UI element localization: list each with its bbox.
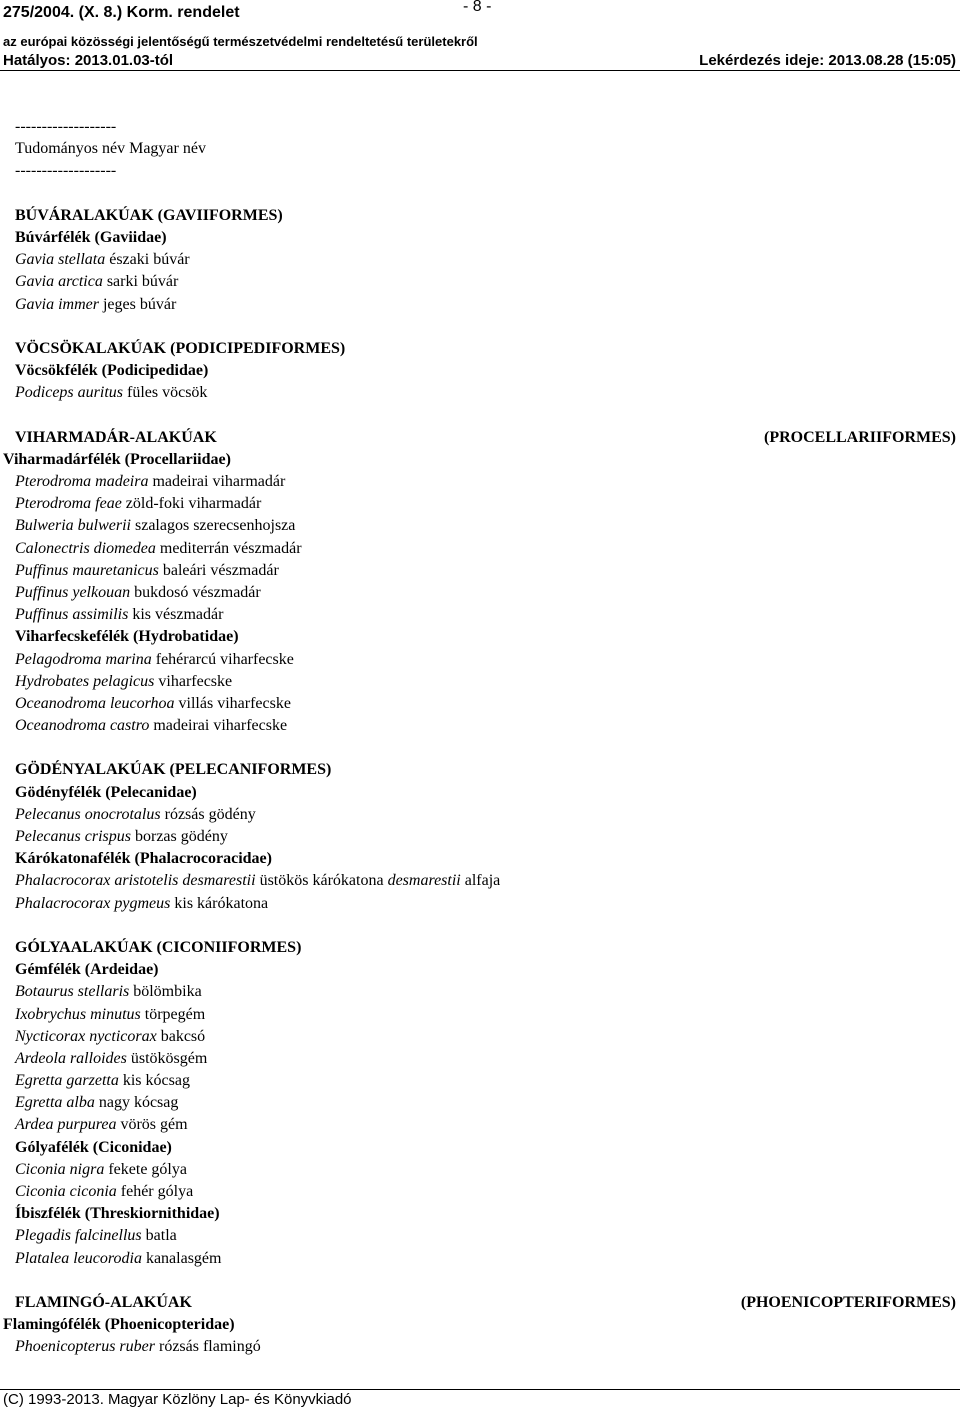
hungarian-name: kis kárókatona	[174, 894, 269, 912]
species-row	[0, 382, 960, 404]
family-heading: Gémfélék (Ardeidae)	[15, 961, 159, 979]
hungarian-name: bakcsó	[160, 1027, 206, 1045]
hungarian-name: szalagos szerecsenhojsza	[135, 517, 296, 535]
hungarian-name: fehér gólya	[120, 1183, 194, 1200]
species-row	[0, 1336, 960, 1358]
order-heading-right: (PHOENICOPTERIFORMES)	[740, 1293, 956, 1311]
hungarian-name: kis vészmadár	[132, 606, 224, 624]
page-number: - 8 -	[463, 0, 492, 15]
scientific-name: Ixobrychus minutus	[15, 1005, 141, 1023]
species-row	[0, 893, 960, 915]
species-list	[0, 116, 960, 1359]
scientific-name: Phoenicopterus ruber	[15, 1338, 155, 1356]
subspecies-name: desmarestii	[387, 872, 461, 890]
hungarian-name: sarki búvár	[106, 273, 179, 291]
order-heading-left: FLAMINGÓ-ALAKÚAK	[15, 1293, 192, 1311]
scientific-name: Pelagodroma marina	[15, 650, 152, 668]
scientific-name: Puffinus mauretanicus	[15, 561, 159, 579]
family-heading: Gólyafélék (Ciconidae)	[15, 1138, 172, 1156]
species-row	[0, 560, 960, 582]
species-row	[0, 515, 960, 537]
hungarian-name: vörös gém	[120, 1116, 188, 1134]
family-heading: Viharfecskefélék (Hydrobatidae)	[15, 628, 239, 646]
order-heading: BÚVÁRALAKÚAK (GAVIIFORMES)	[15, 206, 283, 224]
hungarian-name: nagy kócsag	[98, 1094, 179, 1112]
species-row	[0, 1248, 960, 1270]
species-row	[0, 671, 960, 693]
dashes-bottom: -------------------	[15, 162, 117, 180]
hungarian-name: villás viharfecske	[178, 694, 291, 712]
hungarian-name: madeirai viharmadár	[152, 473, 286, 490]
family-heading: Viharmadárfélék (Procellariidae)	[3, 450, 231, 468]
species-row	[0, 1070, 960, 1092]
family-heading: Íbiszfélék (Threskiornithidae)	[15, 1205, 220, 1223]
hungarian-name: kanalasgém	[145, 1249, 222, 1267]
scientific-name: Pelecanus onocrotalus	[15, 805, 161, 823]
scientific-name: Ciconia ciconia	[15, 1183, 117, 1200]
species-row	[0, 538, 960, 560]
family-heading: Kárókatonafélék (Phalacrocoracidae)	[15, 850, 272, 868]
scientific-name: Gavia stellata	[15, 251, 106, 269]
document-title: 275/2004. (X. 8.) Korm. rendelet	[3, 4, 240, 21]
footer-copyright: (C) 1993-2013. Magyar Közlöny Lap- és Könyvkiadó	[3, 1391, 352, 1408]
scientific-name: Bulweria bulwerii	[15, 517, 131, 535]
species-row	[0, 1114, 960, 1136]
hungarian-name: batla	[145, 1227, 177, 1245]
scientific-name: Pelecanus crispus	[15, 828, 131, 845]
scientific-name: Puffinus assimilis	[15, 606, 129, 624]
page-header	[0, 0, 960, 70]
document-subtitle: az európai közösségi jelentőségű természetvédelmi rendeltetésű területekről	[3, 34, 478, 49]
species-row	[0, 493, 960, 515]
species-row	[0, 693, 960, 715]
species-row	[0, 981, 960, 1003]
hungarian-name: fehérarcú viharfecske	[155, 650, 294, 668]
species-row	[0, 1026, 960, 1048]
scientific-name: Podiceps auritus	[15, 384, 123, 402]
species-row	[0, 804, 960, 826]
hungarian-name: jeges búvár	[102, 295, 177, 313]
scientific-name: Platalea leucorodia	[15, 1249, 142, 1267]
hungarian-name: fekete gólya	[108, 1160, 187, 1178]
species-row	[0, 1092, 960, 1114]
hungarian-name: kis kócsag	[122, 1072, 190, 1090]
scientific-name: Plegadis falcinellus	[15, 1227, 142, 1245]
subspecies-label: alfaja	[464, 872, 501, 890]
species-row	[0, 1181, 960, 1203]
species-row	[0, 294, 960, 316]
species-row	[0, 649, 960, 671]
species-row	[0, 1225, 960, 1247]
species-row	[0, 1004, 960, 1026]
hungarian-name: rózsás flamingó	[158, 1338, 261, 1356]
hungarian-name: füles vöcsök	[127, 384, 208, 402]
family-heading: Gödényfélék (Pelecanidae)	[15, 783, 197, 801]
scientific-name: Pterodroma madeira	[15, 473, 149, 490]
species-row	[0, 1048, 960, 1070]
scientific-name: Pterodroma feae	[15, 495, 122, 513]
family-heading: Búvárfélék (Gaviidae)	[15, 228, 167, 246]
scientific-name: Oceanodroma leucorhoa	[15, 694, 175, 712]
scientific-name: Ciconia nigra	[15, 1160, 105, 1178]
order-heading	[0, 427, 960, 449]
scientific-name: Hydrobates pelagicus	[15, 672, 155, 690]
query-time: Lekérdezés ideje: 2013.08.28 (15:05)	[699, 52, 956, 69]
family-heading: Vöcsökfélék (Podicipedidae)	[15, 362, 209, 380]
species-row	[0, 715, 960, 737]
hungarian-name: borzas gödény	[134, 828, 228, 845]
scientific-name: Gavia immer	[15, 295, 99, 313]
scientific-name: Phalacrocorax pygmeus	[15, 894, 171, 912]
order-heading-right: (PROCELLARIIFORMES)	[763, 428, 956, 446]
order-heading: GÓLYAALAKÚAK (CICONIIFORMES)	[15, 938, 302, 956]
hungarian-name: bölömbika	[133, 983, 202, 1001]
scientific-name: Oceanodroma castro	[15, 717, 150, 735]
column-heading: Tudományos név Magyar név	[15, 140, 206, 158]
scientific-name: Gavia arctica	[15, 273, 103, 291]
hungarian-name: üstökös kárókatona	[259, 872, 384, 890]
species-row	[0, 582, 960, 604]
hungarian-name: viharfecske	[158, 672, 233, 690]
species-row	[0, 271, 960, 293]
scientific-name: Botaurus stellaris	[15, 983, 130, 1001]
scientific-name: Phalacrocorax aristotelis desmarestii	[15, 872, 256, 890]
hungarian-name: törpegém	[144, 1005, 206, 1023]
order-heading: VÖCSÖKALAKÚAK (PODICIPEDIFORMES)	[15, 339, 346, 357]
order-heading-left: VIHARMADÁR-ALAKÚAK	[15, 428, 217, 446]
family-heading: Flamingófélék (Phoenicopteridae)	[3, 1316, 235, 1334]
species-row	[0, 826, 960, 848]
scientific-name: Puffinus yelkouan	[15, 583, 131, 601]
order-heading: GÖDÉNYALAKÚAK (PELECANIFORMES)	[15, 761, 332, 779]
species-row	[0, 604, 960, 626]
species-row	[0, 249, 960, 271]
order-heading	[0, 1292, 960, 1314]
hungarian-name: zöld-foki viharmadár	[125, 495, 262, 513]
species-row	[0, 870, 960, 892]
scientific-name: Nycticorax nycticorax	[15, 1027, 157, 1045]
hungarian-name: rózsás gödény	[164, 805, 256, 823]
hungarian-name: madeirai viharfecske	[153, 717, 288, 735]
hungarian-name: mediterrán vészmadár	[159, 539, 302, 557]
hungarian-name: északi búvár	[109, 251, 190, 269]
effective-date: Hatályos: 2013.01.03-tól	[3, 52, 174, 69]
hungarian-name: baleári vészmadár	[162, 561, 279, 579]
hungarian-name: bukdosó vészmadár	[134, 583, 261, 601]
species-row	[0, 471, 960, 493]
hungarian-name: üstökösgém	[130, 1049, 208, 1067]
species-row	[0, 1159, 960, 1181]
header-divider	[0, 70, 960, 71]
dashes-top: -------------------	[15, 118, 117, 135]
scientific-name: Ardeola ralloides	[15, 1049, 127, 1067]
scientific-name: Egretta alba	[15, 1094, 95, 1112]
scientific-name: Ardea purpurea	[15, 1116, 117, 1134]
scientific-name: Calonectris diomedea	[15, 539, 156, 557]
scientific-name: Egretta garzetta	[15, 1072, 119, 1090]
footer-divider	[0, 1389, 960, 1390]
